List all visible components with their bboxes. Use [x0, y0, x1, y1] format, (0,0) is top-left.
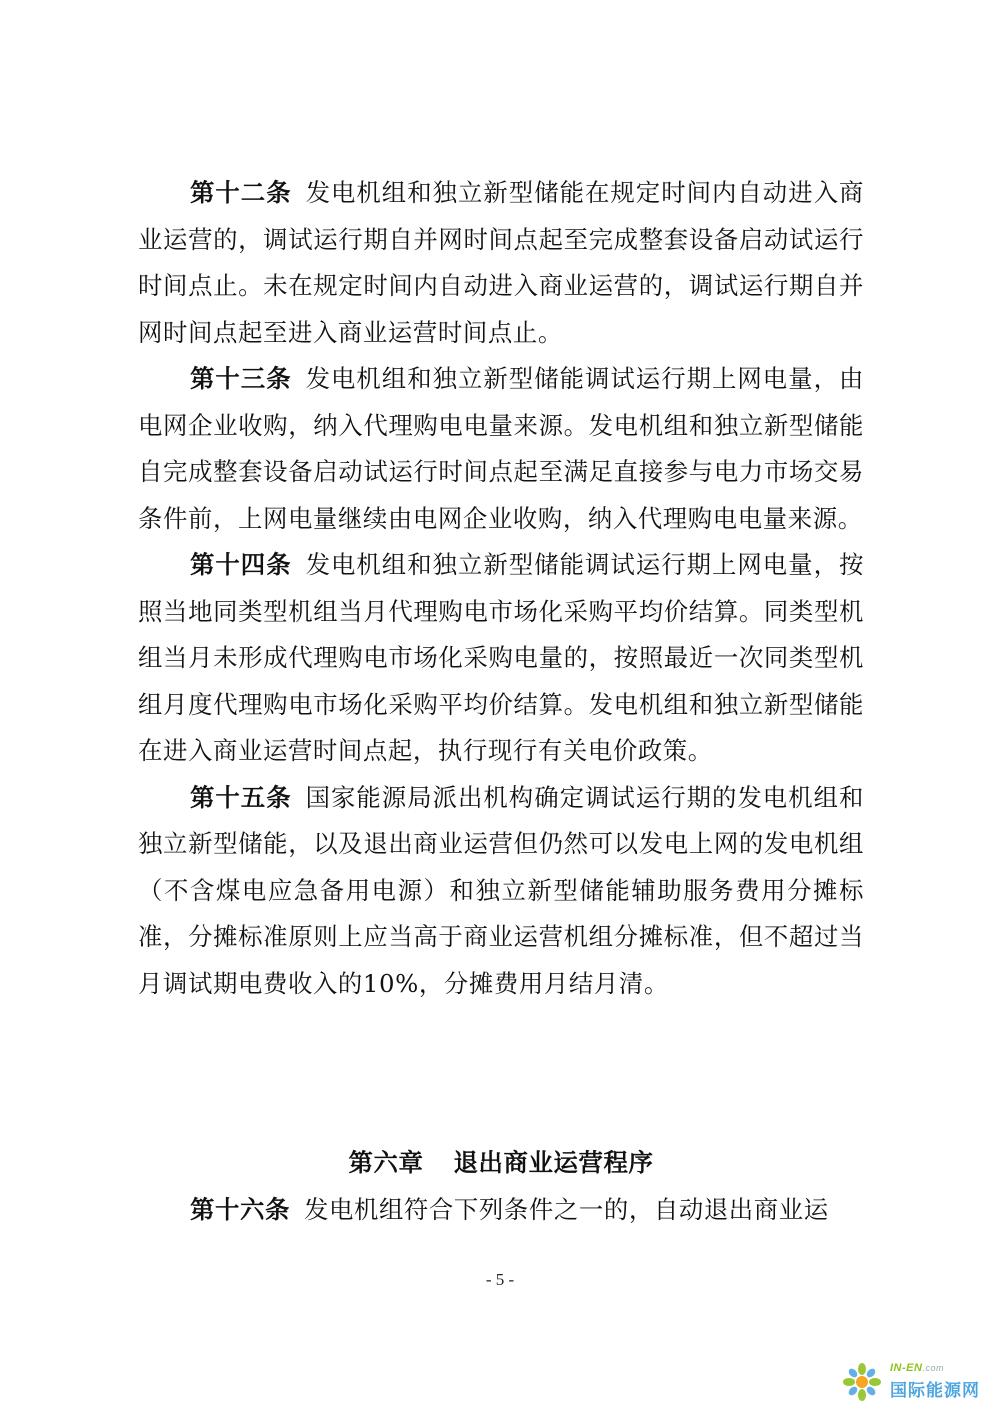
article-12 [138, 170, 864, 356]
article-block [138, 170, 864, 1007]
chapter-number: 第六章 [348, 1148, 424, 1177]
article-14 [138, 542, 864, 775]
article-heading: 第十六条 [190, 1195, 290, 1224]
article-body: 发电机组和独立新型储能调试运行期上网电量，由电网企业收购，纳入代理购电电量来源。发电机组和独立新型储能自完成整套设备启动试运行时间点起至满足直接参与电力市场交易条件前，上网电量继续由电网企业收购，纳入代理购电电量来源。 [138, 364, 865, 533]
chapter-title: 退出商业运营程序 [453, 1148, 654, 1177]
watermark-en: IN-EN.com [890, 1362, 944, 1374]
article-heading: 第十五条 [190, 782, 292, 812]
article-block-continued [138, 1187, 864, 1234]
watermark [838, 1360, 988, 1404]
article-13 [138, 356, 864, 542]
watermark-cn: 国际能源网 [890, 1381, 980, 1401]
article-heading: 第十二条 [190, 178, 292, 207]
article-body: 发电机组和独立新型储能调试运行期上网电量，按照当地同类型机组当月代理购电市场化采购平均价结算。同类型机组当月未形成代理购电市场化采购电量的，按照最近一次同类型机组月度代理购电市场化采购平均价结算。发电机组和独立新型储能在进入商业运营时间点起，执行现行有关电价政策。 [138, 550, 865, 765]
article-heading: 第十四条 [190, 550, 292, 579]
article-15 [138, 775, 864, 1008]
page-number: - 5 - [485, 1270, 515, 1289]
article-16 [138, 1187, 864, 1234]
chapter-heading [138, 1140, 864, 1187]
article-body: 国家能源局派出机构确定调试运行期的发电机组和独立新型储能，以及退出商业运营但仍然可以发电上网的发电机组（不含煤电应急备用电源）和独立新型储能辅助服务费用分摊标准，分摊标准原则上应当高于商业运营机组分摊标准，但不超过当月调试期电费收入的10%，分摊费用月结月清。 [138, 782, 865, 998]
article-body: 发电机组符合下列条件之一的，自动退出商业运 [303, 1195, 829, 1224]
sun-flower-logo-icon [838, 1360, 886, 1404]
article-body: 发电机组和独立新型储能在规定时间内自动进入商业运营的，调试运行期自并网时间点起至完成整套设备启动试运行时间点止。未在规定时间内自动进入商业运营的，调试运行期自并网时间点起至进入商业运营时间点止。 [138, 178, 865, 347]
article-heading: 第十三条 [190, 364, 292, 393]
